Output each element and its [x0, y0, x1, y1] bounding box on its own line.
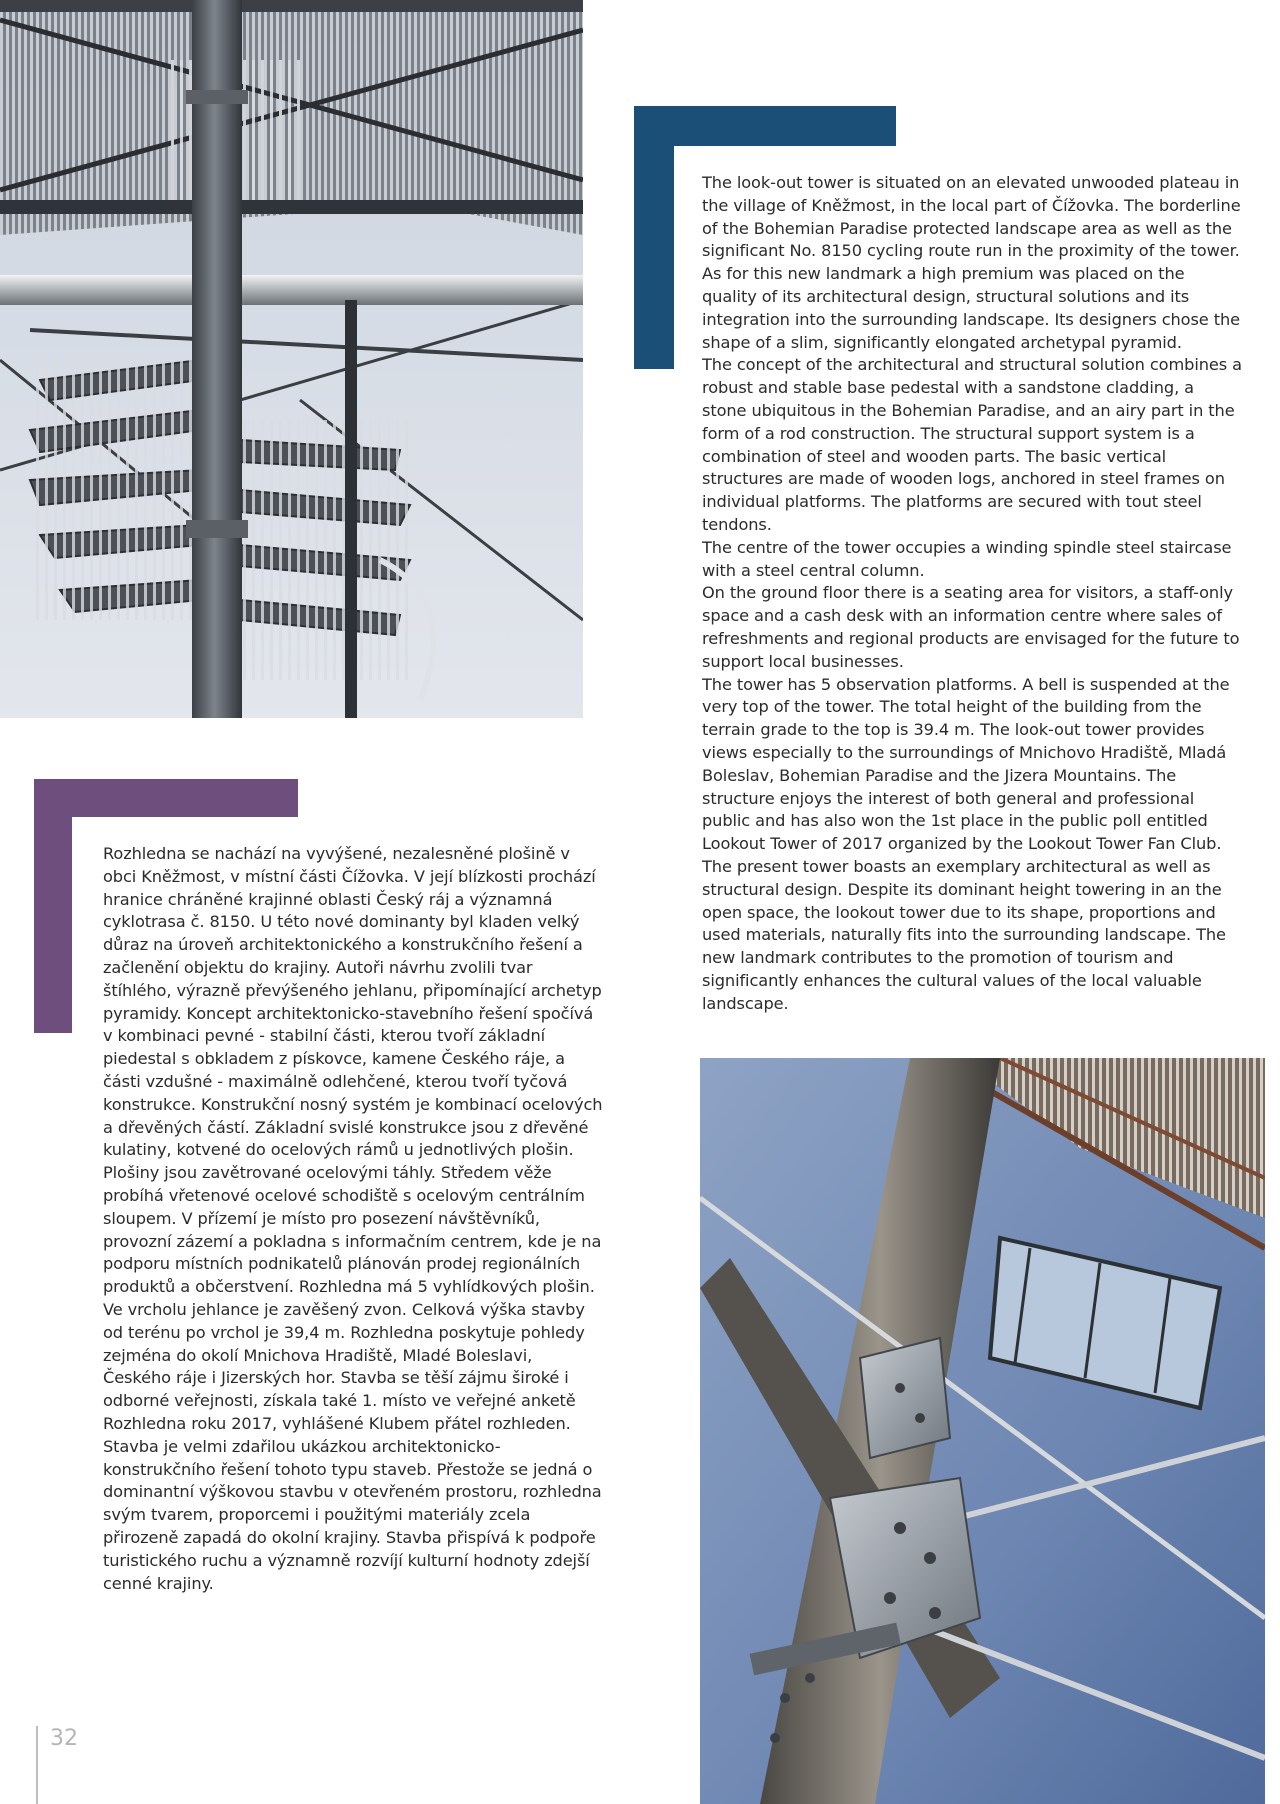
english-paragraph: The centre of the tower occupies a winding spindle steel staircase with a steel central column.	[702, 537, 1232, 580]
staircase-illustration	[0, 0, 583, 718]
staircase-photo	[0, 0, 583, 718]
blue-accent-bar-vertical	[634, 106, 674, 369]
czech-article-text	[103, 843, 603, 1595]
english-paragraph: The concept of the architectural and structural solution combines a robust and stable base pedestal with a sandstone cladding, a stone ubiquitous in the Bohemian Paradise, and an airy part in the form of a rod construction. The structural support system is a combination of steel and wooden parts. The basic vertical structures are made of wooden logs, anchored in steel frames on individual platforms. The platforms are secured with tout steel tendons.	[702, 355, 1242, 534]
czech-paragraph: Rozhledna se nachází na vyvýšené, nezalesněné plošině v obci Kněžmost, v místní části Čížovka. V její blízkosti prochází hranice chráněné krajinné oblasti Český ráj a významná cyklotrasa č. 8150. U této nové dominanty byl kladen velký důraz na úroveň architektonického a konstrukčního řešení a začlenění objektu do krajiny. Autoři návrhu zvolili tvar štíhlého, výrazně převýšeného jehlanu, připomínající archetyp pyramidy. Koncept architektonicko-stavebního řešení spočívá v kombinaci pevné - stabilní části, kterou tvoří základní piedestal s obkladem z pískovce, kamene Českého ráje, a části vzdušné - maximálně odlehčené, kterou tvoří tyčová konstrukce. Konstrukční nosný systém je kombinací ocelových a dřevěných částí. Základní svislé konstrukce jsou z dřevěné kulatiny, kotvené do ocelových rámů u jednotlivých plošin. Plošiny jsou zavětrované ocelovými táhly. Středem věže probíhá vřetenové ocelové schodiště s ocelovým centrálním sloupem. V přízemí je místo pro posezení návštěvníků, provozní zázemí a pokladna s informačním centrem, kde je na podporu místních podnikatelů plánován prodej regionálních produktů a občerstvení. Rozhledna má 5 vyhlídkových plošin. Ve vrcholu jehlance je zavěšený zvon. Celková výška stavby od terénu po vrchol je 39,4 m. Rozhledna poskytuje pohledy zejména do okolí Mnichova Hradiště, Mladé Boleslavi, Českého ráje i Jizerských hor. Stavba se těší zájmu široké i odborné veřejnosti, získala také 1. místo ve veřejné anketě Rozhledna roku 2017, vyhlášené Klubem přátel rozhleden.	[103, 844, 603, 1433]
tower-column-photo	[700, 1058, 1265, 1804]
czech-paragraph: Stavba je velmi zdařilou ukázkou architektonicko-konstrukčního řešení tohoto typu staveb. Přestože se jedná o dominantní výškovou stavbu v otevřeném prostoru, rozhledna svým tvarem, proporcemi i použitými materiály zcela přirozeně zapadá do okolní krajiny. Stavba přispívá k podpoře turistického ruchu a významně rozvíjí kulturní hodnoty zdejší cenné krajiny.	[103, 1436, 602, 1593]
tower-column-illustration	[700, 1058, 1265, 1804]
english-paragraph: The tower has 5 observation platforms. A bell is suspended at the very top of the tower. The total height of the building from the terrain grade to the top is 39.4 m. The look-out tower provides views especially to the surroundings of Mnichovo Hradiště, Mladá Boleslav, Bohemian Paradise and the Jizera Mountains. The structure enjoys the interest of both general and professional public and has also won the 1st place in the public poll entitled Lookout Tower of 2017 organized by the Lookout Tower Fan Club.	[702, 674, 1230, 854]
page-number: 32	[50, 1726, 78, 1751]
english-paragraph: On the ground floor there is a seating area for visitors, a staff-only space and a cash desk with an information centre where sales of refreshments and regional products are envisaged for the future to support local businesses.	[702, 583, 1240, 671]
purple-accent-bar-vertical	[34, 779, 72, 1033]
english-paragraph: The look-out tower is situated on an elevated unwooded plateau in the village of Kněžmost, in the local part of Čížovka. The borderline of the Bohemian Paradise protected landscape area as well as the significant No. 8150 cycling route run in the proximity of the tower. As for this new landmark a high premium was placed on the quality of its architectural design, structural solutions and its integration into the surrounding landscape. Its designers chose the shape of a slim, significantly elongated archetypal pyramid.	[702, 173, 1241, 352]
english-article-text	[702, 172, 1242, 1015]
english-paragraph: The present tower boasts an exemplary architectural as well as structural design. Despite its dominant height towering in an the open space, the lookout tower due to its shape, proportions and used materials, naturally fits into the surrounding landscape. The new landmark contributes to the promotion of tourism and significantly enhances the cultural values of the local valuable landscape.	[702, 856, 1226, 1013]
purple-accent-bar-horizontal	[34, 779, 298, 817]
page-number-rule	[36, 1726, 38, 1804]
